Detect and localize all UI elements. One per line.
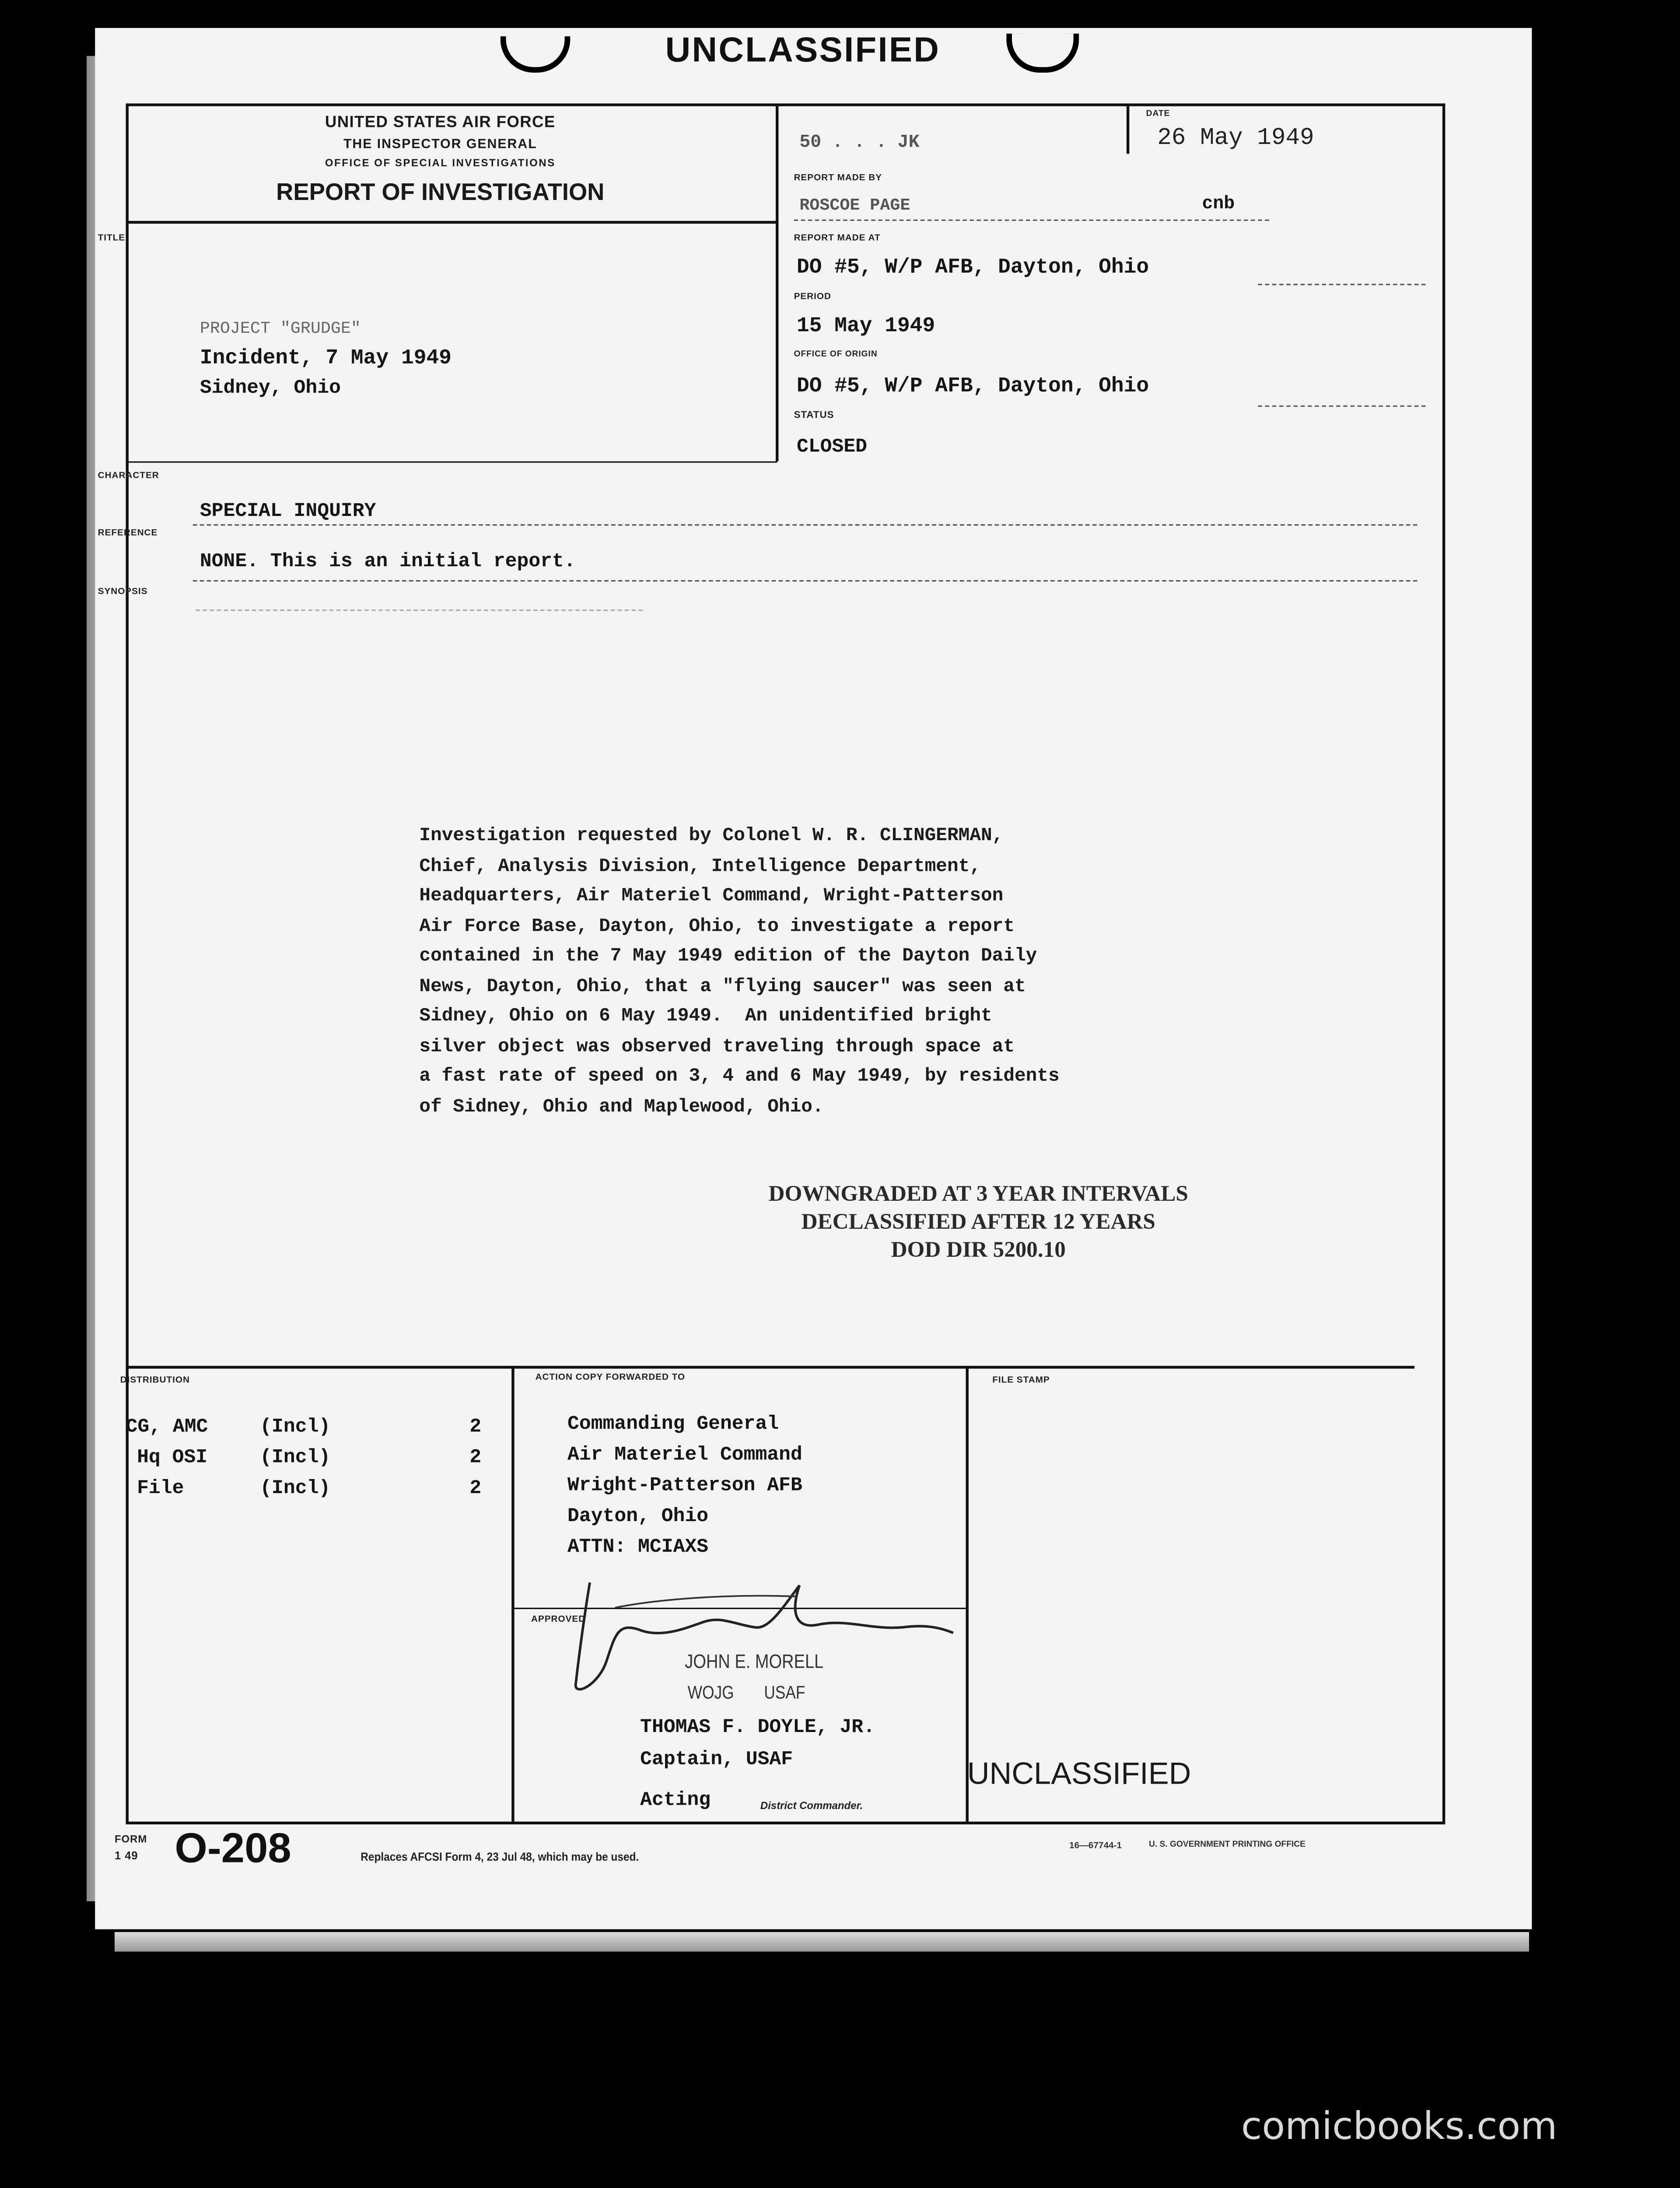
header-line-1: UNITED STATES AIR FORCE [325, 114, 556, 132]
character-divider [126, 461, 777, 463]
site-watermark: comicbooks.com [1241, 2105, 1558, 2149]
file-number: 50 . . . JK [799, 131, 920, 153]
distribution-to: File [137, 1477, 184, 1500]
synopsis-line: contained in the 7 May 1949 edition of the Dayton Daily [419, 946, 1037, 968]
action-copy-line: ATTN: MCIAXS [567, 1536, 709, 1559]
status-label: STATUS [794, 411, 834, 421]
header-line-2: THE INSPECTOR GENERAL [343, 137, 537, 153]
report-made-by-initials: cnb [1202, 193, 1235, 214]
made-by-underline [794, 220, 1269, 221]
synopsis-line: Headquarters, Air Materiel Command, Wright-Patterson [419, 886, 1004, 908]
frame-bottom-line [126, 1822, 1446, 1824]
distribution-to: Hq OSI [137, 1447, 208, 1469]
synopsis-line: News, Dayton, Ohio, that a "flying saucer" was seen at [419, 976, 1026, 998]
district-commander-label: District Commander. [760, 1799, 863, 1812]
action-copy-line: Commanding General [567, 1413, 779, 1436]
file-stamp-classification: UNCLASSIFIED [967, 1756, 1191, 1791]
report-made-by-label: REPORT MADE BY [794, 173, 882, 183]
acting-label: Acting [640, 1789, 711, 1812]
origin-underline [1258, 405, 1425, 407]
reference-underline [193, 580, 1418, 582]
form-date: 1 49 [114, 1849, 138, 1862]
report-date: 26 May 1949 [1157, 126, 1314, 153]
reference-value: NONE. This is an initial report. [200, 551, 576, 573]
report-made-at-label: REPORT MADE AT [794, 233, 881, 243]
made-at-underline [1258, 284, 1425, 285]
corner-mark-icon [1535, 34, 1557, 56]
print-code: 16—67744-1 [1069, 1841, 1122, 1851]
replaces-note: Replaces AFCSI Form 4, 23 Jul 48, which may be used. [360, 1849, 639, 1864]
office-of-origin: DO #5, W/P AFB, Dayton, Ohio [796, 375, 1149, 399]
synopsis-line: of Sidney, Ohio and Maplewood, Ohio. [419, 1097, 824, 1118]
frame-top-line [126, 103, 1446, 106]
top-classification: UNCLASSIFIED [665, 31, 941, 70]
distribution-divider [511, 1366, 514, 1821]
period-value: 15 May 1949 [796, 314, 935, 339]
frame-right-line [1442, 103, 1445, 1823]
reference-label: REFERENCE [98, 528, 158, 538]
action-copy-line: Air Materiel Command [567, 1444, 802, 1467]
date-column-divider [1127, 106, 1129, 154]
distribution-label: DISTRIBUTION [120, 1375, 190, 1385]
signature-icon [559, 1574, 1006, 1700]
synopsis-line: Chief, Analysis Division, Intelligence Department, [419, 856, 981, 877]
approved-label: APPROVED [531, 1614, 586, 1625]
distribution-row [126, 1412, 482, 1504]
report-made-by: ROSCOE PAGE [799, 196, 910, 215]
synopsis-line: Investigation requested by Colonel W. R. CLINGERMAN, [419, 826, 1004, 847]
office-of-origin-label: OFFICE OF ORIGIN [794, 351, 878, 360]
lower-table-top [126, 1366, 1415, 1368]
header-divider [126, 221, 777, 223]
printer-name: U. S. GOVERNMENT PRINTING OFFICE [1149, 1841, 1306, 1850]
signer-rank: Captain, USAF [640, 1749, 793, 1771]
approved-rank: WOJG USAF [687, 1682, 805, 1703]
synopsis-text [419, 822, 1059, 1122]
frame-left-line [126, 103, 129, 1823]
synopsis-line: Sidney, Ohio on 6 May 1949. An unidentified bright [419, 1006, 992, 1028]
title-line-3: Sidney, Ohio [200, 377, 341, 400]
action-copy-line: Wright-Patterson AFB [567, 1475, 802, 1497]
scan-bottom-edge [115, 1932, 1529, 1952]
downgrade-stamp-line-1: DOWNGRADED AT 3 YEAR INTERVALS [768, 1182, 1188, 1207]
synopsis-line: a fast rate of speed on 3, 4 and 6 May 1949, by residents [419, 1066, 1060, 1088]
distribution-incl: (Incl) [260, 1447, 331, 1469]
header-column-divider [776, 106, 778, 461]
distribution-copies: 2 [469, 1416, 482, 1439]
downgrade-stamp-line-2: DECLASSIFIED AFTER 12 YEARS [801, 1210, 1155, 1234]
character-underline [193, 524, 1418, 526]
synopsis-label: SYNOPSIS [98, 587, 148, 597]
form-label: FORM [114, 1833, 147, 1846]
report-made-at: DO #5, W/P AFB, Dayton, Ohio [796, 256, 1149, 280]
date-label: DATE [1146, 110, 1170, 119]
distribution-incl: (Incl) [260, 1477, 331, 1500]
period-label: PERIOD [794, 292, 831, 302]
character-value: SPECIAL INQUIRY [200, 500, 376, 523]
title-line-1: PROJECT "GRUDGE" [200, 319, 361, 339]
distribution-to: CG, AMC [126, 1416, 208, 1439]
distribution-copies: 2 [469, 1477, 482, 1500]
synopsis-line: Air Force Base, Dayton, Ohio, to investigate a report [419, 916, 1015, 938]
file-stamp-label: FILE STAMP [992, 1375, 1050, 1385]
action-copy-label: ACTION COPY FORWARDED TO [535, 1373, 686, 1383]
action-copy-lines [567, 1409, 802, 1563]
form-number: O-208 [175, 1826, 291, 1872]
downgrade-stamp-line-3: DOD DIR 5200.10 [891, 1238, 1066, 1262]
approved-name: JOHN E. MORELL [685, 1649, 824, 1672]
header-line-3: OFFICE OF SPECIAL INVESTIGATIONS [325, 156, 556, 169]
distribution-incl: (Incl) [260, 1416, 331, 1439]
status-value: CLOSED [796, 436, 868, 459]
synopsis-underline [196, 610, 643, 611]
signer-name: THOMAS F. DOYLE, JR. [640, 1717, 875, 1739]
title-label: TITLE [98, 233, 126, 243]
distribution-copies: 2 [469, 1447, 482, 1469]
action-copy-line: Dayton, Ohio [567, 1505, 709, 1528]
report-heading: REPORT OF INVESTIGATION [276, 179, 605, 206]
character-label: CHARACTER [98, 471, 159, 481]
title-line-2: Incident, 7 May 1949 [200, 347, 452, 371]
synopsis-line: silver object was observed traveling through space at [419, 1036, 1015, 1058]
